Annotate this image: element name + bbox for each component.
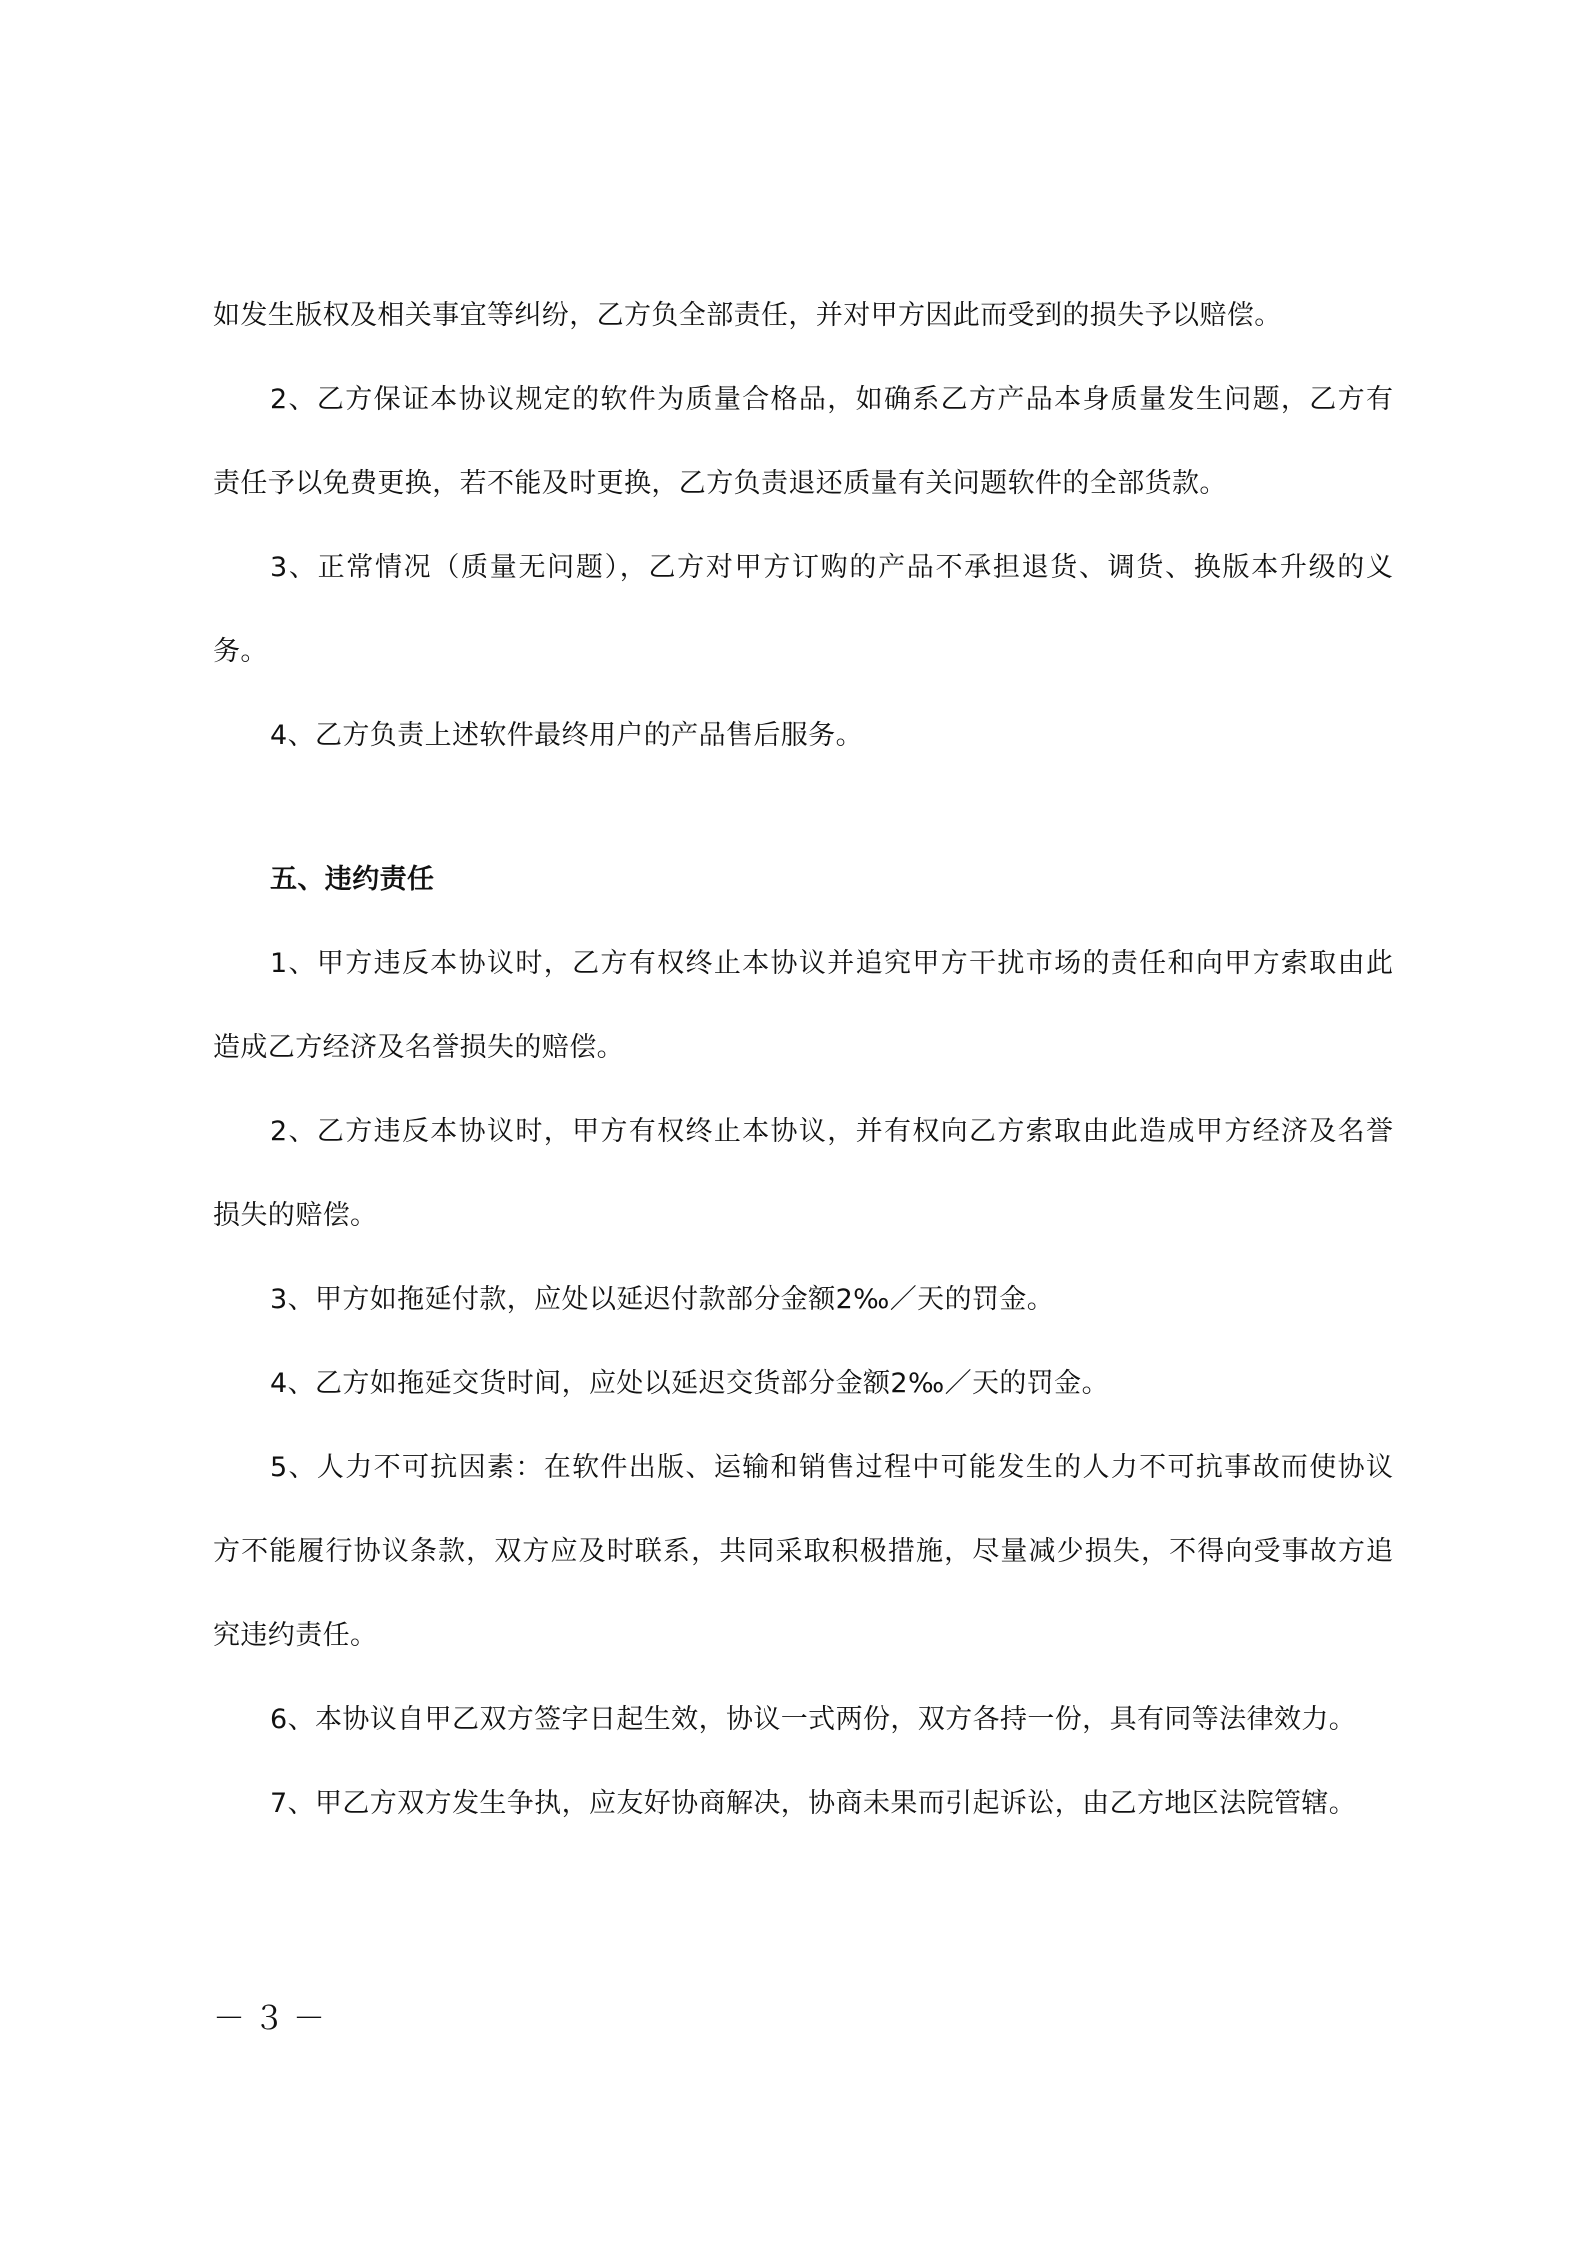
breach-clause-1-line: 1、甲方违反本协议时，乙方有权终止本协议并追究甲方干扰市场的责任和向甲方索取由此 [270, 948, 1393, 979]
clause-2-line: 2、乙方保证本协议规定的软件为质量合格品，如确系乙方产品本身质量发生问题，乙方有 [270, 384, 1393, 415]
clause-3-line: 3、正常情况（质量无问题），乙方对甲方订购的产品不承担退货、调货、换版本升级的义 [270, 552, 1393, 583]
clause-4-line: 4、乙方负责上述软件最终用户的产品售后服务。 [270, 720, 863, 751]
breach-clause-5-line: 5、人力不可抗因素：在软件出版、运输和销售过程中可能发生的人力不可抗事故而使协议 [270, 1452, 1393, 1483]
section-heading: 五、违约责任 [270, 864, 435, 895]
paragraph-line: 损失的赔偿。 [213, 1200, 378, 1231]
paragraph-line: 如发生版权及相关事宜等纠纷，乙方负全部责任，并对甲方因此而受到的损失予以赔偿。 [213, 300, 1282, 331]
breach-clause-3-line: 3、甲方如拖延付款，应处以延迟付款部分金额2‰／天的罚金。 [270, 1284, 1055, 1315]
paragraph-line: 责任予以免费更换，若不能及时更换，乙方负责退还质量有关问题软件的全部货款。 [213, 468, 1227, 499]
paragraph-line: 究违约责任。 [213, 1620, 378, 1651]
breach-clause-7-line: 7、甲乙方双方发生争执，应友好协商解决，协商未果而引起诉讼，由乙方地区法院管辖。 [270, 1788, 1357, 1819]
breach-clause-6-line: 6、本协议自甲乙双方签字日起生效，协议一式两份，双方各持一份，具有同等法律效力。 [270, 1704, 1357, 1735]
paragraph-line: 务。 [213, 636, 268, 667]
page-number: －３－ [213, 1999, 334, 2037]
breach-clause-2-line: 2、乙方违反本协议时，甲方有权终止本协议，并有权向乙方索取由此造成甲方经济及名誉 [270, 1116, 1393, 1147]
paragraph-line: 方不能履行协议条款，双方应及时联系，共同采取积极措施，尽量减少损失，不得向受事故方追 [213, 1536, 1393, 1567]
breach-clause-4-line: 4、乙方如拖延交货时间，应处以延迟交货部分金额2‰／天的罚金。 [270, 1368, 1109, 1399]
paragraph-line: 造成乙方经济及名誉损失的赔偿。 [213, 1032, 624, 1063]
